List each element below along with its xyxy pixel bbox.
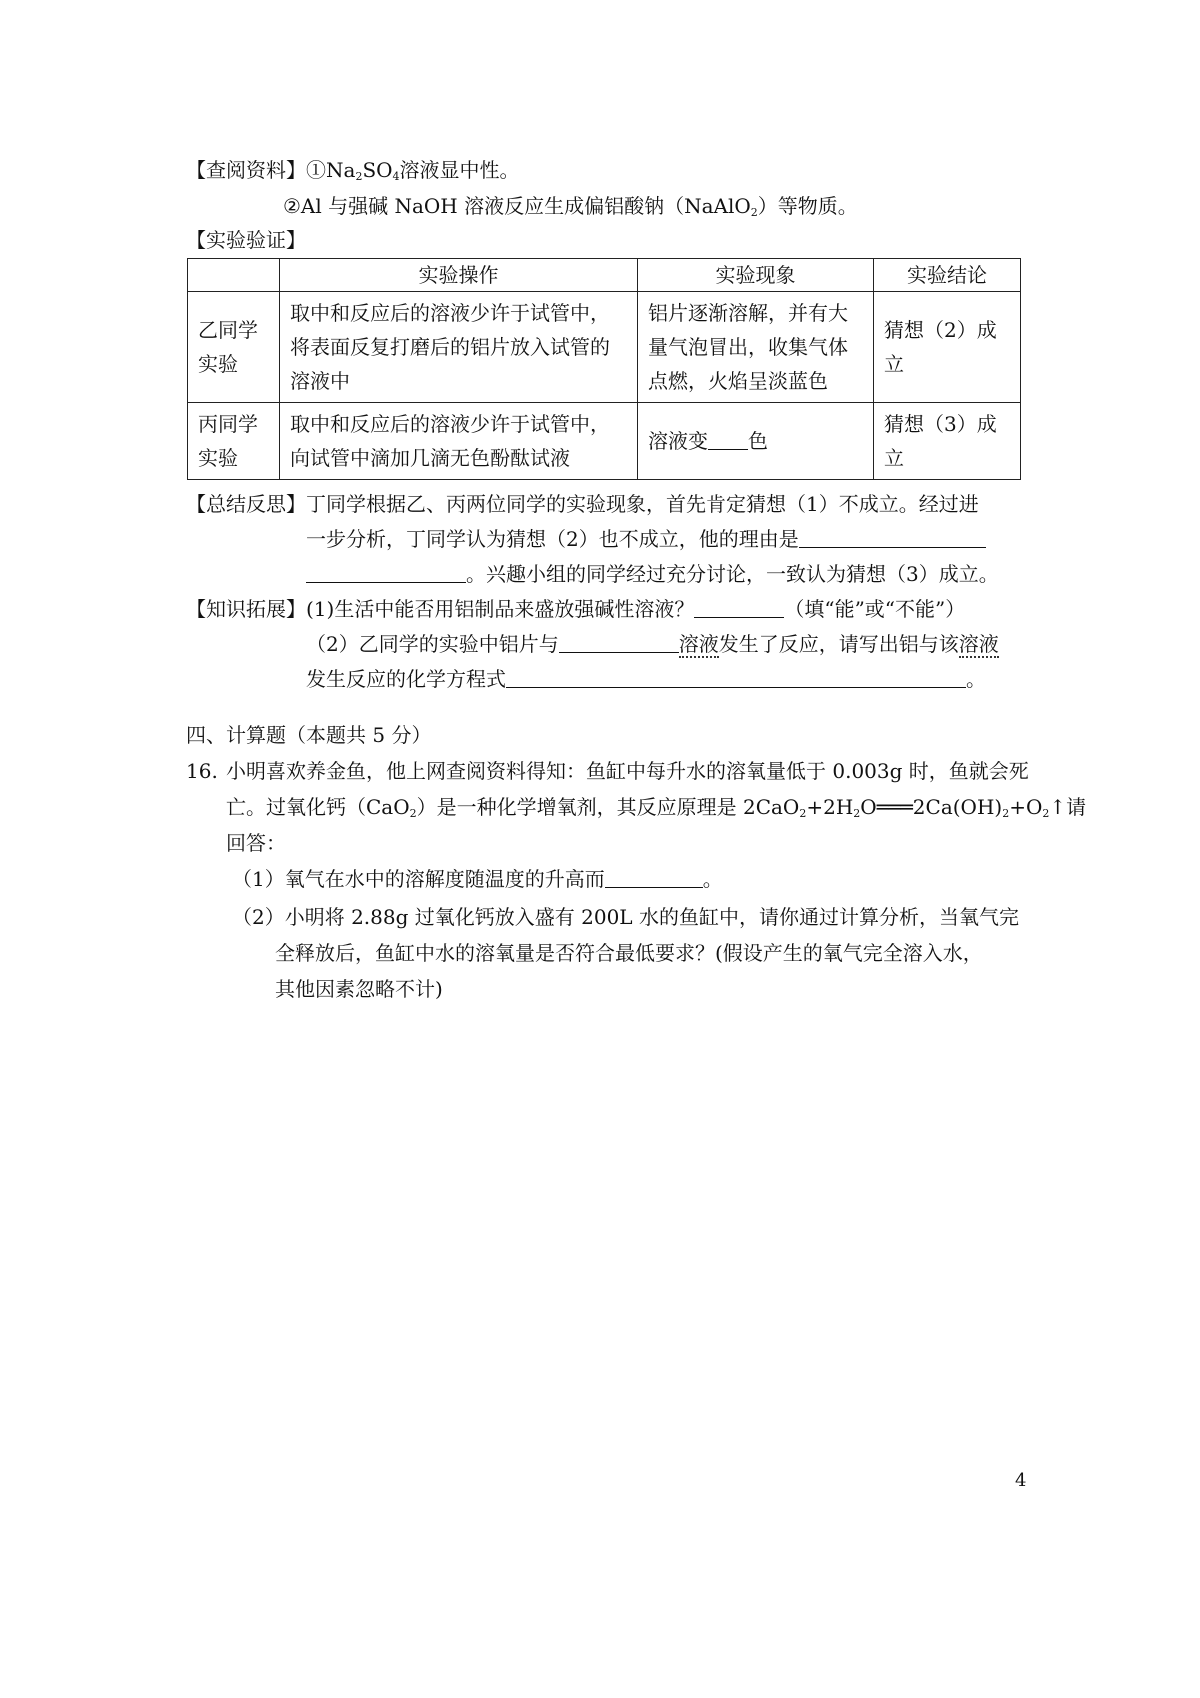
summary-line-1: 【总结反思】丁同学根据乙、丙两位同学的实验现象，首先肯定猜想（1）不成立。经过进: [186, 492, 979, 516]
answer-blank[interactable]: [605, 867, 703, 888]
table-cell-concl: 猜想（2）成立: [874, 292, 1021, 403]
q16-line-2: 亡。过氧化钙（CaO$_2$）是一种化学增氧剂，其反应原理是 $2CaO_2+2H_2O═══2Ca(OH)_2+O_2↑$请: [226, 795, 1087, 820]
verify-label: 【实验验证】: [186, 228, 306, 252]
q16-part-1: （1）氧气在水中的溶解度随温度的升高而 。: [232, 867, 723, 891]
answer-blank[interactable]: [506, 667, 966, 688]
page-number: 4: [1015, 1470, 1027, 1491]
experiment-table: [187, 258, 1021, 480]
table-cell-obs: 溶液变 色: [638, 403, 874, 480]
table-cell-op: 取中和反应后的溶液少许于试管中，将表面反复打磨后的铝片放入试管的溶液中: [280, 292, 638, 403]
q16-part-2-line-1: （2）小明将 2.88g 过氧化钙放入盛有 200L 水的鱼缸中，请你通过计算分析，当氧气完: [232, 905, 1019, 929]
table-cell-who: 丙同学实验: [188, 403, 280, 480]
table-header: 实验操作: [280, 259, 638, 292]
table-row: [188, 292, 1021, 403]
q16-line-1: 16. 小明喜欢养金鱼，他上网查阅资料得知：鱼缸中每升水的溶氧量低于 0.003g 时，鱼就会死: [186, 756, 1029, 786]
answer-blank[interactable]: [799, 527, 986, 548]
answer-blank[interactable]: [559, 632, 679, 653]
answer-blank[interactable]: [694, 597, 784, 618]
table-header: [188, 259, 280, 292]
summary-label: 【总结反思】: [186, 492, 306, 516]
q16-part-2-line-2: 全释放后，鱼缸中水的溶氧量是否符合最低要求？(假设产生的氧气完全溶入水，: [275, 941, 983, 965]
table-cell-obs: 铝片逐渐溶解，并有大量气泡冒出，收集气体点燃，火焰呈淡蓝色: [638, 292, 874, 403]
answer-blank[interactable]: [306, 562, 466, 583]
ref-label: 【查阅资料】: [186, 158, 306, 182]
ref-line-2: ②Al 与强碱 NaOH 溶液反应生成偏铝酸钠（NaAlO$_2$）等物质。: [283, 194, 858, 219]
table-header: 实验现象: [638, 259, 874, 292]
question-number: 16.: [186, 759, 218, 783]
table-row: [188, 403, 1021, 480]
table-header: 实验结论: [874, 259, 1021, 292]
knowledge-line-2: （2）乙同学的实验中铝片与 溶液发生了反应，请写出铝与该溶液: [306, 632, 999, 656]
q16-line-3: 回答：: [226, 831, 286, 855]
knowledge-line-3: 发生反应的化学方程式 。: [306, 667, 986, 691]
knowledge-line-1: 【知识拓展】(1)生活中能否用铝制品来盛放强碱性溶液？ （填“能”或“不能”）: [186, 597, 966, 621]
table-cell-op: 取中和反应后的溶液少许于试管中，向试管中滴加几滴无色酚酞试液: [280, 403, 638, 480]
table-header-row: [188, 259, 1021, 292]
q16-part-2-line-3: 其他因素忽略不计): [275, 977, 443, 1001]
knowledge-label: 【知识拓展】: [186, 597, 306, 621]
table-cell-who: 乙同学实验: [188, 292, 280, 403]
table-cell-concl: 猜想（3）成立: [874, 403, 1021, 480]
summary-line-2: 一步分析，丁同学认为猜想（2）也不成立，他的理由是: [306, 524, 986, 554]
answer-blank[interactable]: [708, 429, 748, 450]
ref-line-1: 【查阅资料】$①Na_2SO_4$溶液显中性。: [186, 158, 520, 183]
summary-line-3: 。兴趣小组的同学经过充分讨论，一致认为猜想（3）成立。: [306, 559, 999, 589]
section-heading: 四、计算题（本题共 5 分）: [186, 723, 432, 747]
